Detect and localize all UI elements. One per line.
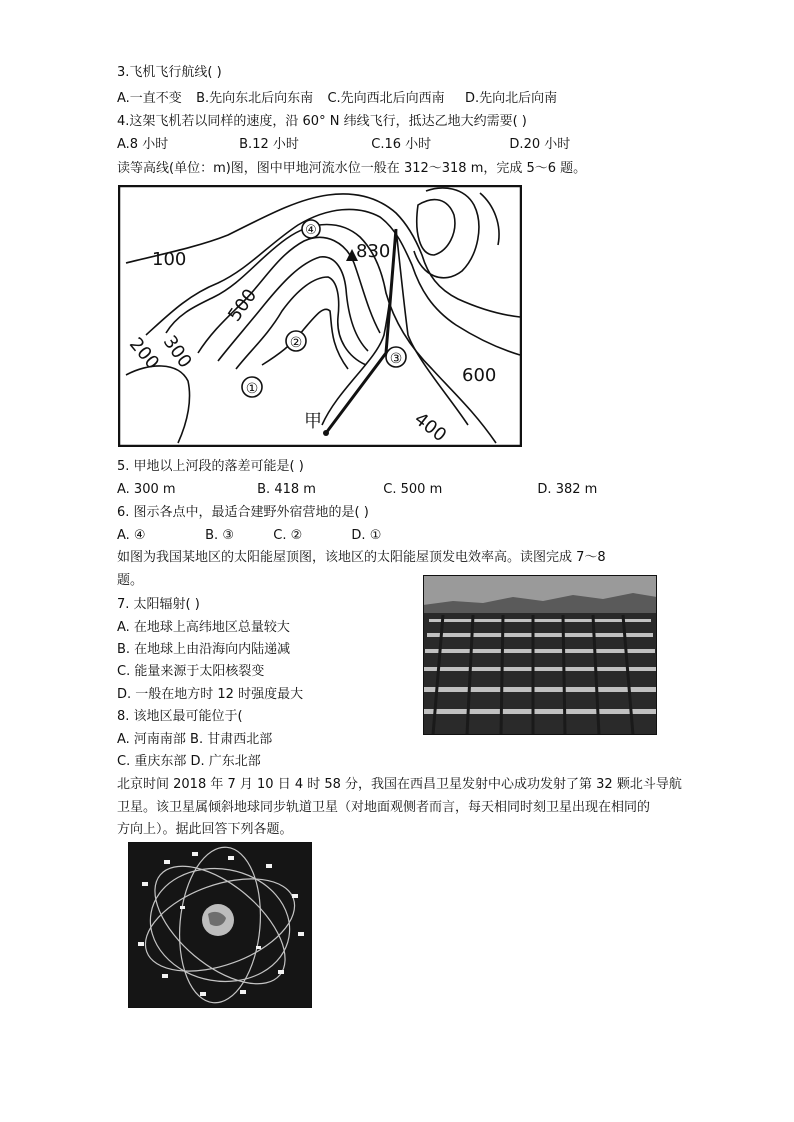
q8-options-cd[interactable]: C. 重庆东部 D. 广东北部: [117, 754, 261, 769]
question-7-stem: 7. 太阳辐射( ): [117, 597, 200, 612]
question-6-stem: 6. 图示各点中，最适合建野外宿营地的是( ): [117, 505, 369, 520]
question-4-stem: 4.这架飞机若以同样的速度，沿 60° N 纬线飞行，抵达乙地大约需要( ): [117, 114, 527, 129]
q8-options-ab[interactable]: A. 河南南部 B. 甘肃西北部: [117, 732, 273, 747]
q6-option-c[interactable]: C. ②: [273, 528, 303, 543]
site-3-label: ③: [389, 351, 403, 367]
contour-line: [166, 225, 496, 444]
intro-satellite-line1: 北京时间 2018 年 7 月 10 日 4 时 58 分，我国在西昌卫星发射中心成功发射了第 32 颗北斗导航: [117, 777, 682, 792]
q4-option-d[interactable]: D.20 小时: [509, 137, 571, 152]
q3-option-c[interactable]: C.先向西北后向西南: [327, 91, 445, 106]
q7-option-d[interactable]: D. 一般在地方时 12 时强度最大: [117, 687, 304, 702]
q5-option-a[interactable]: A. 300 m: [117, 482, 176, 497]
q4-option-b[interactable]: B.12 小时: [239, 137, 299, 152]
q3-option-d[interactable]: D.先向北后向南: [464, 91, 558, 106]
place-label-jia: 甲: [304, 411, 322, 432]
q7-option-a[interactable]: A. 在地球上高纬地区总量较大: [117, 620, 290, 635]
contour-line: [126, 366, 190, 443]
satellite-constellation-photo: [128, 842, 312, 1008]
contour-hill: [417, 200, 455, 255]
question-4-options: [117, 136, 570, 154]
question-5-options: [117, 481, 597, 499]
contour-label-200: 200: [124, 333, 164, 374]
question-8-stem: 8. 该地区最可能位于(: [117, 709, 243, 724]
q7-option-c[interactable]: C. 能量来源于太阳核裂变: [117, 664, 265, 679]
q3-option-b[interactable]: B.先向东北后向东南: [196, 91, 314, 106]
contour-label-600: 600: [462, 365, 497, 386]
q6-option-b[interactable]: B. ③: [205, 528, 234, 543]
intro-satellite-line2: 卫星。该卫星属倾斜地球同步轨道卫星（对地面观侧者而言，每天相同时刻卫星出现在相同的: [117, 800, 651, 815]
q4-option-c[interactable]: C.16 小时: [371, 137, 432, 152]
site-4-label: ④: [305, 223, 317, 238]
question-3-options: [117, 90, 557, 108]
q5-option-b[interactable]: B. 418 m: [257, 482, 316, 497]
intro-satellite-line3: 方向上）。据此回答下列各题。: [117, 822, 293, 837]
question-5-stem: 5. 甲地以上河段的落差可能是( ): [117, 459, 304, 474]
question-3-stem: 3.飞机飞行航线( ): [117, 65, 222, 80]
q6-option-a[interactable]: A. ④: [117, 528, 146, 543]
q5-option-c[interactable]: C. 500 m: [383, 482, 443, 497]
contour-label-300: 300: [158, 331, 196, 373]
site-2-label: ②: [289, 335, 303, 351]
contour-label-400: 400: [410, 408, 451, 447]
intro-questions-7-8-line2: 题。: [117, 573, 144, 588]
q6-option-d[interactable]: D. ①: [351, 528, 382, 543]
contour-map: [118, 185, 522, 447]
solar-roof-photo: [423, 575, 657, 735]
q5-option-d[interactable]: D. 382 m: [537, 482, 598, 497]
q3-option-a[interactable]: A.一直不变: [117, 91, 182, 106]
q7-option-b[interactable]: B. 在地球上由沿海向内陆递减: [117, 642, 291, 657]
contour-label-100: 100: [152, 249, 187, 270]
intro-questions-5-6: 读等高线(单位：m)图，图中甲地河流水位一般在 312～318 m，完成 5～6 题。: [117, 161, 587, 176]
site-1-label: ①: [245, 381, 259, 397]
contour-line: [480, 193, 499, 245]
peak-elevation-label: 830: [356, 241, 391, 262]
contour-label-500: 500: [224, 285, 262, 326]
intro-questions-7-8-line1: 如图为我国某地区的太阳能屋顶图，该地区的太阳能屋顶发电效率高。读图完成 7～8: [117, 550, 606, 565]
q4-option-a[interactable]: A.8 小时: [117, 137, 169, 152]
jia-point: [323, 430, 329, 436]
question-6-options: [117, 527, 381, 545]
